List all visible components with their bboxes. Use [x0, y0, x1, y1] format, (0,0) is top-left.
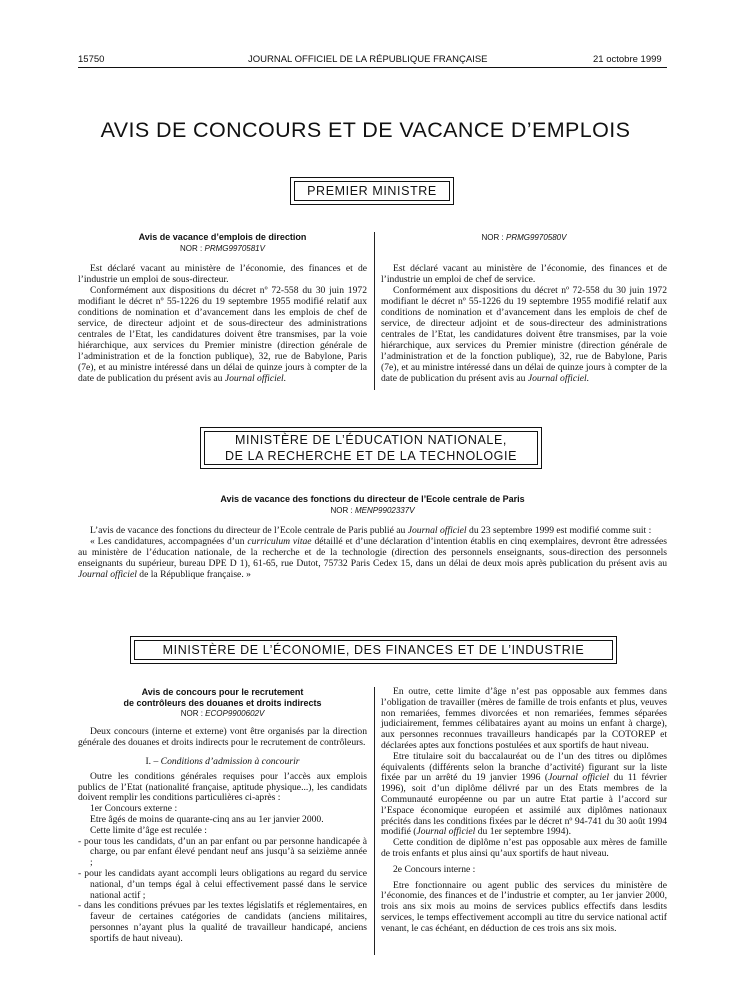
paragraph-text: du 23 septembre 1999 est modifié comme suit :: [469, 525, 652, 536]
paragraph-text: du 1er septembre 1994).: [477, 826, 571, 838]
paragraph: Etre fonctionnaire ou agent public des services du ministère de l’économie, des finances et de l’industrie et compter, au 1er janvier 2000, trois ans six mois au moins de services publics effectifs dans lesdits services, le temps effectivement accompli au titre du service national actif venant, le cas échéant, en déduction de ces trois ans six mois.: [381, 879, 667, 934]
subsection-number: I. –: [145, 755, 159, 767]
journal-officiel-ref: Journal officiel: [416, 826, 476, 838]
journal-officiel-ref: Journal officiel.: [224, 373, 287, 384]
paragraph: [381, 752, 667, 838]
list-item: - pour tous les candidats, d’un an par enfant ou par personne handicapée à charge, ou par enfant élevé pendant neuf ans jusqu’à sa seizième année ;: [78, 835, 367, 869]
journal-title: JOURNAL OFFICIEL DE LA RÉPUBLIQUE FRANÇAISE: [248, 54, 488, 65]
paragraph-text: « Les candidatures, accompagnées d’un: [90, 536, 245, 547]
section-heading-education: [200, 427, 542, 469]
nor-reference: [381, 232, 667, 243]
paragraph: 2e Concours interne :: [393, 863, 476, 875]
paragraph: 1er Concours externe :: [90, 803, 178, 815]
subsection-title: Conditions d’admission à concourir: [160, 755, 300, 767]
paragraph-text: L’avis de vacance des fonctions du directeur de l’Ecole centrale de Paris publié au: [90, 525, 406, 536]
paragraph: [78, 285, 367, 384]
section-heading-line2: DE LA RECHERCHE ET DE LA TECHNOLOGIE: [224, 449, 518, 463]
paragraph-text: du 11 février 1996), soit d’un diplôme délivré par un des Etats membres de la Communauté européenne ou par un autre Etat partie à l’accord sur l’Espace économique européen et assimilé aux diplômes nationaux précités dans les conditions fixées par le décret nº 94-741 du 30 août 1994 modifié (: [381, 772, 667, 838]
notice-title-line1: Avis de concours pour le recrutement: [141, 687, 304, 697]
nor-label: NOR :: [180, 244, 203, 253]
paragraph: Est déclaré vacant au ministère de l’économie, des finances et de l’industrie un emploi de sous-directeur.: [78, 263, 367, 285]
list-item: - dans les conditions prévues par les textes législatifs et réglementaires, en faveur de certaines catégories de candidats (anciens militaires, personnes n’ayant plus la qualité de travailleur handicapé, anciens sportifs de haut niveau).: [78, 900, 367, 944]
nor-label: NOR :: [481, 233, 504, 242]
paragraph-text: Conformément aux dispositions du décret nº 72-558 du 30 juin 1972 modifiant le décret nº 55-1226 du 19 septembre 1955 modifié relatif aux conditions de nomination et d’avancement dans les emplois de chef de service, de directeur adjoint et de sous-directeur des administrations centrales de l’Etat, les candidatures doivent être transmises, par la voie hiérarchique, aux services du Premier ministre (direction générale de l’administration et de la fonction publique), 32, rue de Babylone, Paris (7e), et au ministre intéressé dans un délai de quinze jours à compter de la date de publication du présent avis au: [78, 285, 367, 384]
header-rule: [78, 67, 667, 68]
main-title: AVIS DE CONCOURS ET DE VACANCE D’EMPLOIS: [100, 118, 631, 142]
section3-left-column: [78, 687, 367, 945]
nor-reference: [78, 709, 367, 720]
curriculum-vitae-term: curriculum vitae: [247, 536, 312, 547]
nor-label: NOR :: [180, 708, 203, 718]
journal-officiel-ref: Journal officiel: [78, 569, 137, 580]
section3-right-column: [381, 687, 667, 935]
paragraph: Etre âgés de moins de quarante-cinq ans au 1er janvier 2000.: [90, 813, 324, 825]
paragraph: [78, 525, 667, 536]
heading-inner-border: [134, 640, 613, 660]
nor-reference: [78, 505, 667, 516]
column-divider: [374, 232, 375, 390]
nor-code: MENP9902337V: [354, 506, 415, 515]
paragraph-text: Conformément aux dispositions du décret nº 72-558 du 30 juin 1972 modifiant le décret nº 55-1226 du 19 septembre 1955 modifié relatif aux conditions de nomination et d’avancement dans les emplois de chef de service, de directeur adjoint et de sous-directeur des administrations centrales de l’Etat, les candidatures doivent être transmises, par la voie hiérarchique, aux services du Premier ministre (direction générale de l’administration et de la fonction publique), 32, rue de Babylone, Paris (7e), et au ministre intéressé dans un délai de quinze jours à compter de la date de publication du présent avis au: [381, 285, 667, 384]
column-divider: [374, 687, 375, 955]
issue-date: 21 octobre 1999: [593, 54, 662, 65]
paragraph: Cette condition de diplôme n’est pas opposable aux mères de famille de trois enfants et plus ainsi qu’aux sportifs de haut niveau.: [381, 837, 667, 859]
nor-code: ECOP9900602V: [205, 708, 265, 718]
list-item: - pour les candidats ayant accompli leurs obligations au regard du service national, d’un temps égal à celui effectivement passé dans le service national actif ;: [78, 867, 367, 901]
section1-left-column: [78, 232, 367, 384]
heading-inner-border: [294, 181, 450, 201]
page-number: 15750: [78, 54, 105, 65]
paragraph: Outre les conditions générales requises pour l’accès aux emplois publics de l’Etat (nationalité française, aptitude physique...), les candidats doivent remplir les conditions particulières ci-après :: [78, 770, 367, 804]
nor-label: NOR :: [330, 506, 353, 515]
section-heading-text: PREMIER MINISTRE: [307, 184, 437, 198]
section1-right-column: [381, 232, 667, 384]
section-heading-economie: [130, 636, 617, 664]
paragraph: Deux concours (interne et externe) vont être organisés par la direction générale des douanes et droits indirects pour le recrutement de contrôleurs.: [78, 726, 367, 749]
journal-officiel-ref: Journal officiel.: [527, 373, 590, 384]
journal-officiel-ref: Journal officiel: [548, 772, 610, 784]
notice-title: Avis de vacance d’emplois de direction: [138, 232, 307, 242]
section-heading-premier-ministre: [290, 177, 454, 205]
notice-title: Avis de vacance des fonctions du directeur de l’Ecole centrale de Paris: [220, 494, 525, 504]
paragraph-text: détaillé et d’une déclaration d’intention établis en cinq exemplaires, devront être adressées au ministère de l’éducation nationale, de la recherche et de la technologie (direction des personnels enseignants, sous-direction des personnels enseignants du supérieur, bureau DPE D 1), 61-65, rue Dutot, 75732 Paris Cedex 15, dans un délai de deux mois après publication du présent avis au: [78, 536, 667, 569]
notice-title-line2: de contrôleurs des douanes et droits indirects: [123, 697, 322, 708]
paragraph: Est déclaré vacant au ministère de l’économie, des finances et de l’industrie un emploi de chef de service.: [381, 263, 667, 285]
nor-reference: [78, 243, 367, 254]
section-heading-text: MINISTÈRE DE L’ÉCONOMIE, DES FINANCES ET DE L’INDUSTRIE: [162, 643, 585, 657]
paragraph-text: Etre titulaire soit du baccalauréat ou de l’un des titres ou diplômes équivalents (différents selon la branche d’activité) figurant sur la liste fixée par un arrêté du 19 janvier 1996 (: [381, 750, 667, 784]
nor-code: PRMG9970581V: [204, 244, 265, 253]
subsection-heading: [78, 757, 367, 768]
section2-body: [78, 494, 667, 580]
section-heading-line1: MINISTÈRE DE L’ÉDUCATION NATIONALE,: [235, 433, 507, 447]
paragraph: Cette limite d’âge est reculée :: [90, 824, 207, 836]
paragraph: [381, 285, 667, 384]
paragraph-text: de la République française. »: [139, 569, 251, 580]
paragraph: En outre, cette limite d’âge n’est pas opposable aux femmes dans l’obligation de travailler (mères de famille de trois enfants et plus, veuves non remariées, femmes divorcées et non remariées, femmes séparées judiciairement, femmes célibataires ayant au moins un enfant à charge), aux personnes reconnues travailleurs handicapés par la COTOREP et déclarées aptes aux fonctions postulées et aux sportifs de haut niveau.: [381, 686, 667, 751]
paragraph: [78, 536, 667, 580]
nor-code: PRMG9970580V: [505, 233, 567, 242]
journal-officiel-ref: Journal officiel: [407, 525, 467, 536]
heading-inner-border: [204, 431, 538, 465]
